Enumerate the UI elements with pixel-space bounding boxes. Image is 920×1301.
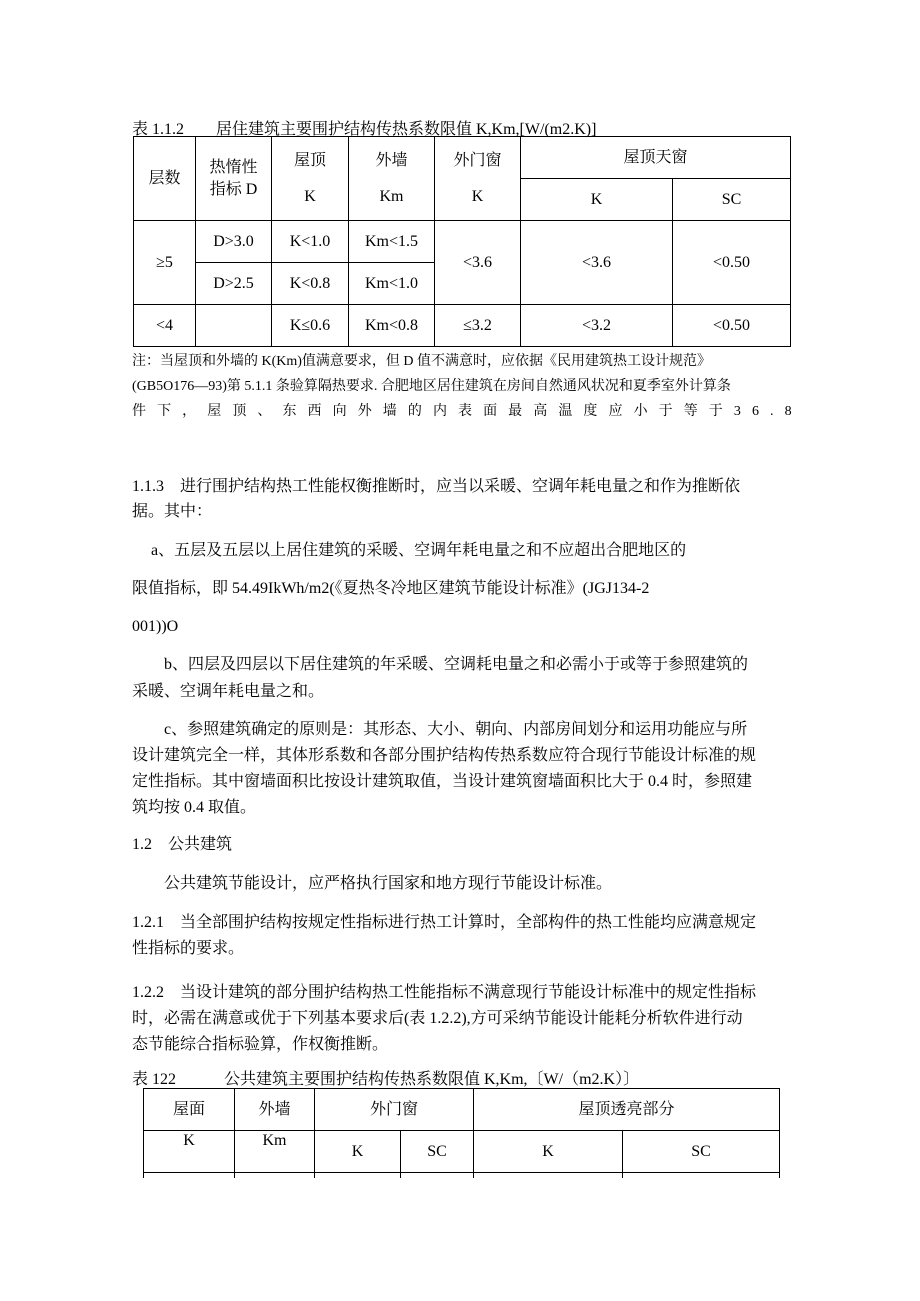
row-lt4-door-window: ≤3.2: [435, 305, 521, 347]
note-line-2: (GB5O176—93)第 5.1.1 条验算隔热要求. 合肥地区居住建筑在房间自然通风状况和夏季室外计算条: [132, 379, 731, 394]
header-skylight-sc: SC: [673, 179, 791, 221]
note-line-3: [132, 400, 792, 424]
note-line-3-char: 墙: [382, 404, 397, 419]
header-roof: [272, 137, 349, 221]
item-c-line-3: 定性指标。其中窗墙面积比按设计建筑取值，当设计建筑窗墙面积比大于 0.4 时，参照建: [132, 773, 753, 790]
table2-clip: [143, 1088, 783, 1178]
note-line-1: 注：当屋顶和外墙的 K(Km)值满意要求，但 D 值不满意时，应依据《民用建筑热工设计规范》: [132, 354, 712, 369]
row-ge5-floors: ≥5: [134, 221, 196, 305]
row-ge5-door-window: <3.6: [435, 221, 521, 305]
row-ge5-d1: D>3.0: [196, 221, 272, 263]
note-line-3-char: 屋: [207, 404, 222, 419]
header-wall-unit: Km: [379, 187, 404, 205]
t2-header-roof-unit: K: [144, 1131, 235, 1173]
t2-header-transparent-roof: 屋顶透亮部分: [474, 1089, 780, 1131]
row-lt4-d: [196, 305, 272, 347]
note-line-3-char: 等: [683, 404, 698, 419]
item-a-line-3: 001))O: [132, 618, 179, 635]
note-line-3-char: 、: [257, 404, 272, 419]
item-a-line-2: 限值指标，即 54.49IkWh/m2(《夏热冬冷地区建筑节能设计标准》(JGJ134-2: [132, 580, 650, 597]
row-lt4-skylight-sc: <0.50: [673, 305, 791, 347]
header-skylight-k: K: [521, 179, 673, 221]
item-c-line-4: 筑均按 0.4 取值。: [132, 799, 257, 816]
note-line-3-char: 表: [458, 404, 473, 419]
t2-header-dw-k: K: [315, 1131, 401, 1173]
table2-caption: 表 122 公共建筑主要围护结构传热系数限值 K,Km,〔W/（m2.K）〕: [132, 1071, 640, 1088]
header-thermal-inertia: 热惰性指标 D: [196, 137, 272, 221]
header-floors: 层数: [134, 137, 196, 221]
t2-empty-3: [315, 1173, 401, 1179]
note-line-3-char: ，: [182, 404, 197, 419]
header-roof-unit: K: [304, 187, 316, 205]
note-line-3-char: 件: [132, 404, 146, 419]
note-line-3-char: 面: [483, 404, 498, 419]
header-skylight: 屋顶天窗: [521, 137, 791, 179]
row-ge5-d2: D>2.5: [196, 263, 272, 305]
note-line-3-char: 西: [307, 404, 322, 419]
header-wall: [349, 137, 435, 221]
t2-header-wall-unit: Km: [235, 1131, 315, 1173]
note-line-3-char: 顶: [232, 404, 247, 419]
row-lt4-roof: K≤0.6: [272, 305, 349, 347]
note-line-3-char: 内: [432, 404, 447, 419]
note-line-3-char: 8: [784, 404, 792, 419]
header-wall-label: 外墙: [375, 151, 408, 169]
note-line-3-char: 向: [332, 404, 347, 419]
item-c-line-1: c、参照建筑确定的原则是：其形态、大小、朝向、内部房间划分和运用功能应与所: [164, 721, 748, 738]
table1-caption: 表 1.1.2 居住建筑主要围护结构传热系数限值 K,Km,[W/(m2.K)]: [132, 121, 597, 138]
row-ge5-roof2: K<0.8: [272, 263, 349, 305]
section-1-2-2-line-3: 态节能综合指标验算，作权衡推断。: [132, 1036, 389, 1053]
header-door-window: [435, 137, 521, 221]
note-line-3-char: 的: [407, 404, 422, 419]
section-1-2-body: 公共建筑节能设计，应严格执行国家和地方现行节能设计标准。: [164, 875, 613, 892]
item-a-line-1: a、五层及五层以上居住建筑的采暖、空调年耗电量之和不应超出合肥地区的: [151, 542, 687, 559]
note-line-3-char: 3: [733, 404, 741, 419]
t2-header-wall: 外墙: [235, 1089, 315, 1131]
note-line-3-char: 高: [533, 404, 548, 419]
section-1-1-3-line-2: 据。其中：: [132, 503, 213, 520]
note-line-3-char: 应: [608, 404, 623, 419]
t2-empty-2: [235, 1173, 315, 1179]
note-line-3-char: 下: [157, 404, 172, 419]
row-ge5-roof1: K<1.0: [272, 221, 349, 263]
note-line-3-char: 温: [558, 404, 573, 419]
note-line-3-char: .: [770, 404, 774, 419]
row-lt4-floors: <4: [134, 305, 196, 347]
section-1-2-1-line-1: 1.2.1 当全部围护结构按规定性指标进行热工计算时，全部构件的热工性能均应满意规定: [132, 914, 757, 931]
t2-header-door-window: 外门窗: [315, 1089, 474, 1131]
note-line-3-char: 6: [751, 404, 759, 419]
section-1-2-heading: 1.2 公共建筑: [132, 836, 233, 853]
section-1-2-2-line-1: 1.2.2 当设计建筑的部分围护结构热工性能指标不满意现行节能设计标准中的规定性指标: [132, 984, 757, 1001]
row-ge5-wall2: Km<1.0: [349, 263, 435, 305]
table1: [133, 136, 791, 347]
item-b-line-1: b、四层及四层以下居住建筑的年采暖、空调耗电量之和必需小于或等于参照建筑的: [164, 656, 749, 673]
row-lt4-wall: Km<0.8: [349, 305, 435, 347]
t2-header-dw-sc: SC: [401, 1131, 474, 1173]
header-door-window-label: 外门窗: [453, 151, 502, 169]
t2-empty-4: [401, 1173, 474, 1179]
item-b-line-2: 采暖、空调年耗电量之和。: [132, 683, 325, 700]
section-1-1-3-line-1: 1.1.3 进行围护结构热工性能权衡推断时，应当以采暖、空调年耗电量之和作为推断依: [132, 478, 741, 495]
row-ge5-skylight-sc: <0.50: [673, 221, 791, 305]
item-c-line-2: 设计建筑完全一样，其体形系数和各部分围护结构传热系数应符合现行节能设计标准的规: [132, 747, 757, 764]
row-lt4-skylight-k: <3.2: [521, 305, 673, 347]
header-door-window-unit: K: [471, 187, 484, 205]
section-1-2-2-line-2: 时，必需在满意或优于下列基本要求后(表 1.2.2),方可采纳节能设计能耗分析软件进行动: [132, 1010, 743, 1027]
table2: [143, 1088, 780, 1178]
row-ge5-skylight-k: <3.6: [521, 221, 673, 305]
t2-header-tr-sc: SC: [623, 1131, 780, 1173]
note-line-3-char: 于: [658, 404, 673, 419]
t2-header-tr-k: K: [474, 1131, 623, 1173]
note-line-3-char: 东: [282, 404, 297, 419]
section-1-2-1-line-2: 性指标的要求。: [132, 940, 245, 957]
note-line-3-char: 度: [583, 404, 598, 419]
t2-header-roof: 屋面: [144, 1089, 235, 1131]
t2-empty-5: [474, 1173, 623, 1179]
t2-empty-1: [144, 1173, 235, 1179]
note-line-3-char: 外: [357, 404, 372, 419]
header-roof-label: 屋顶: [293, 151, 326, 169]
note-line-3-char: 于: [708, 404, 723, 419]
note-line-3-char: 最: [508, 404, 523, 419]
note-line-3-char: 小: [633, 404, 648, 419]
t2-empty-6: [623, 1173, 780, 1179]
row-ge5-wall1: Km<1.5: [349, 221, 435, 263]
